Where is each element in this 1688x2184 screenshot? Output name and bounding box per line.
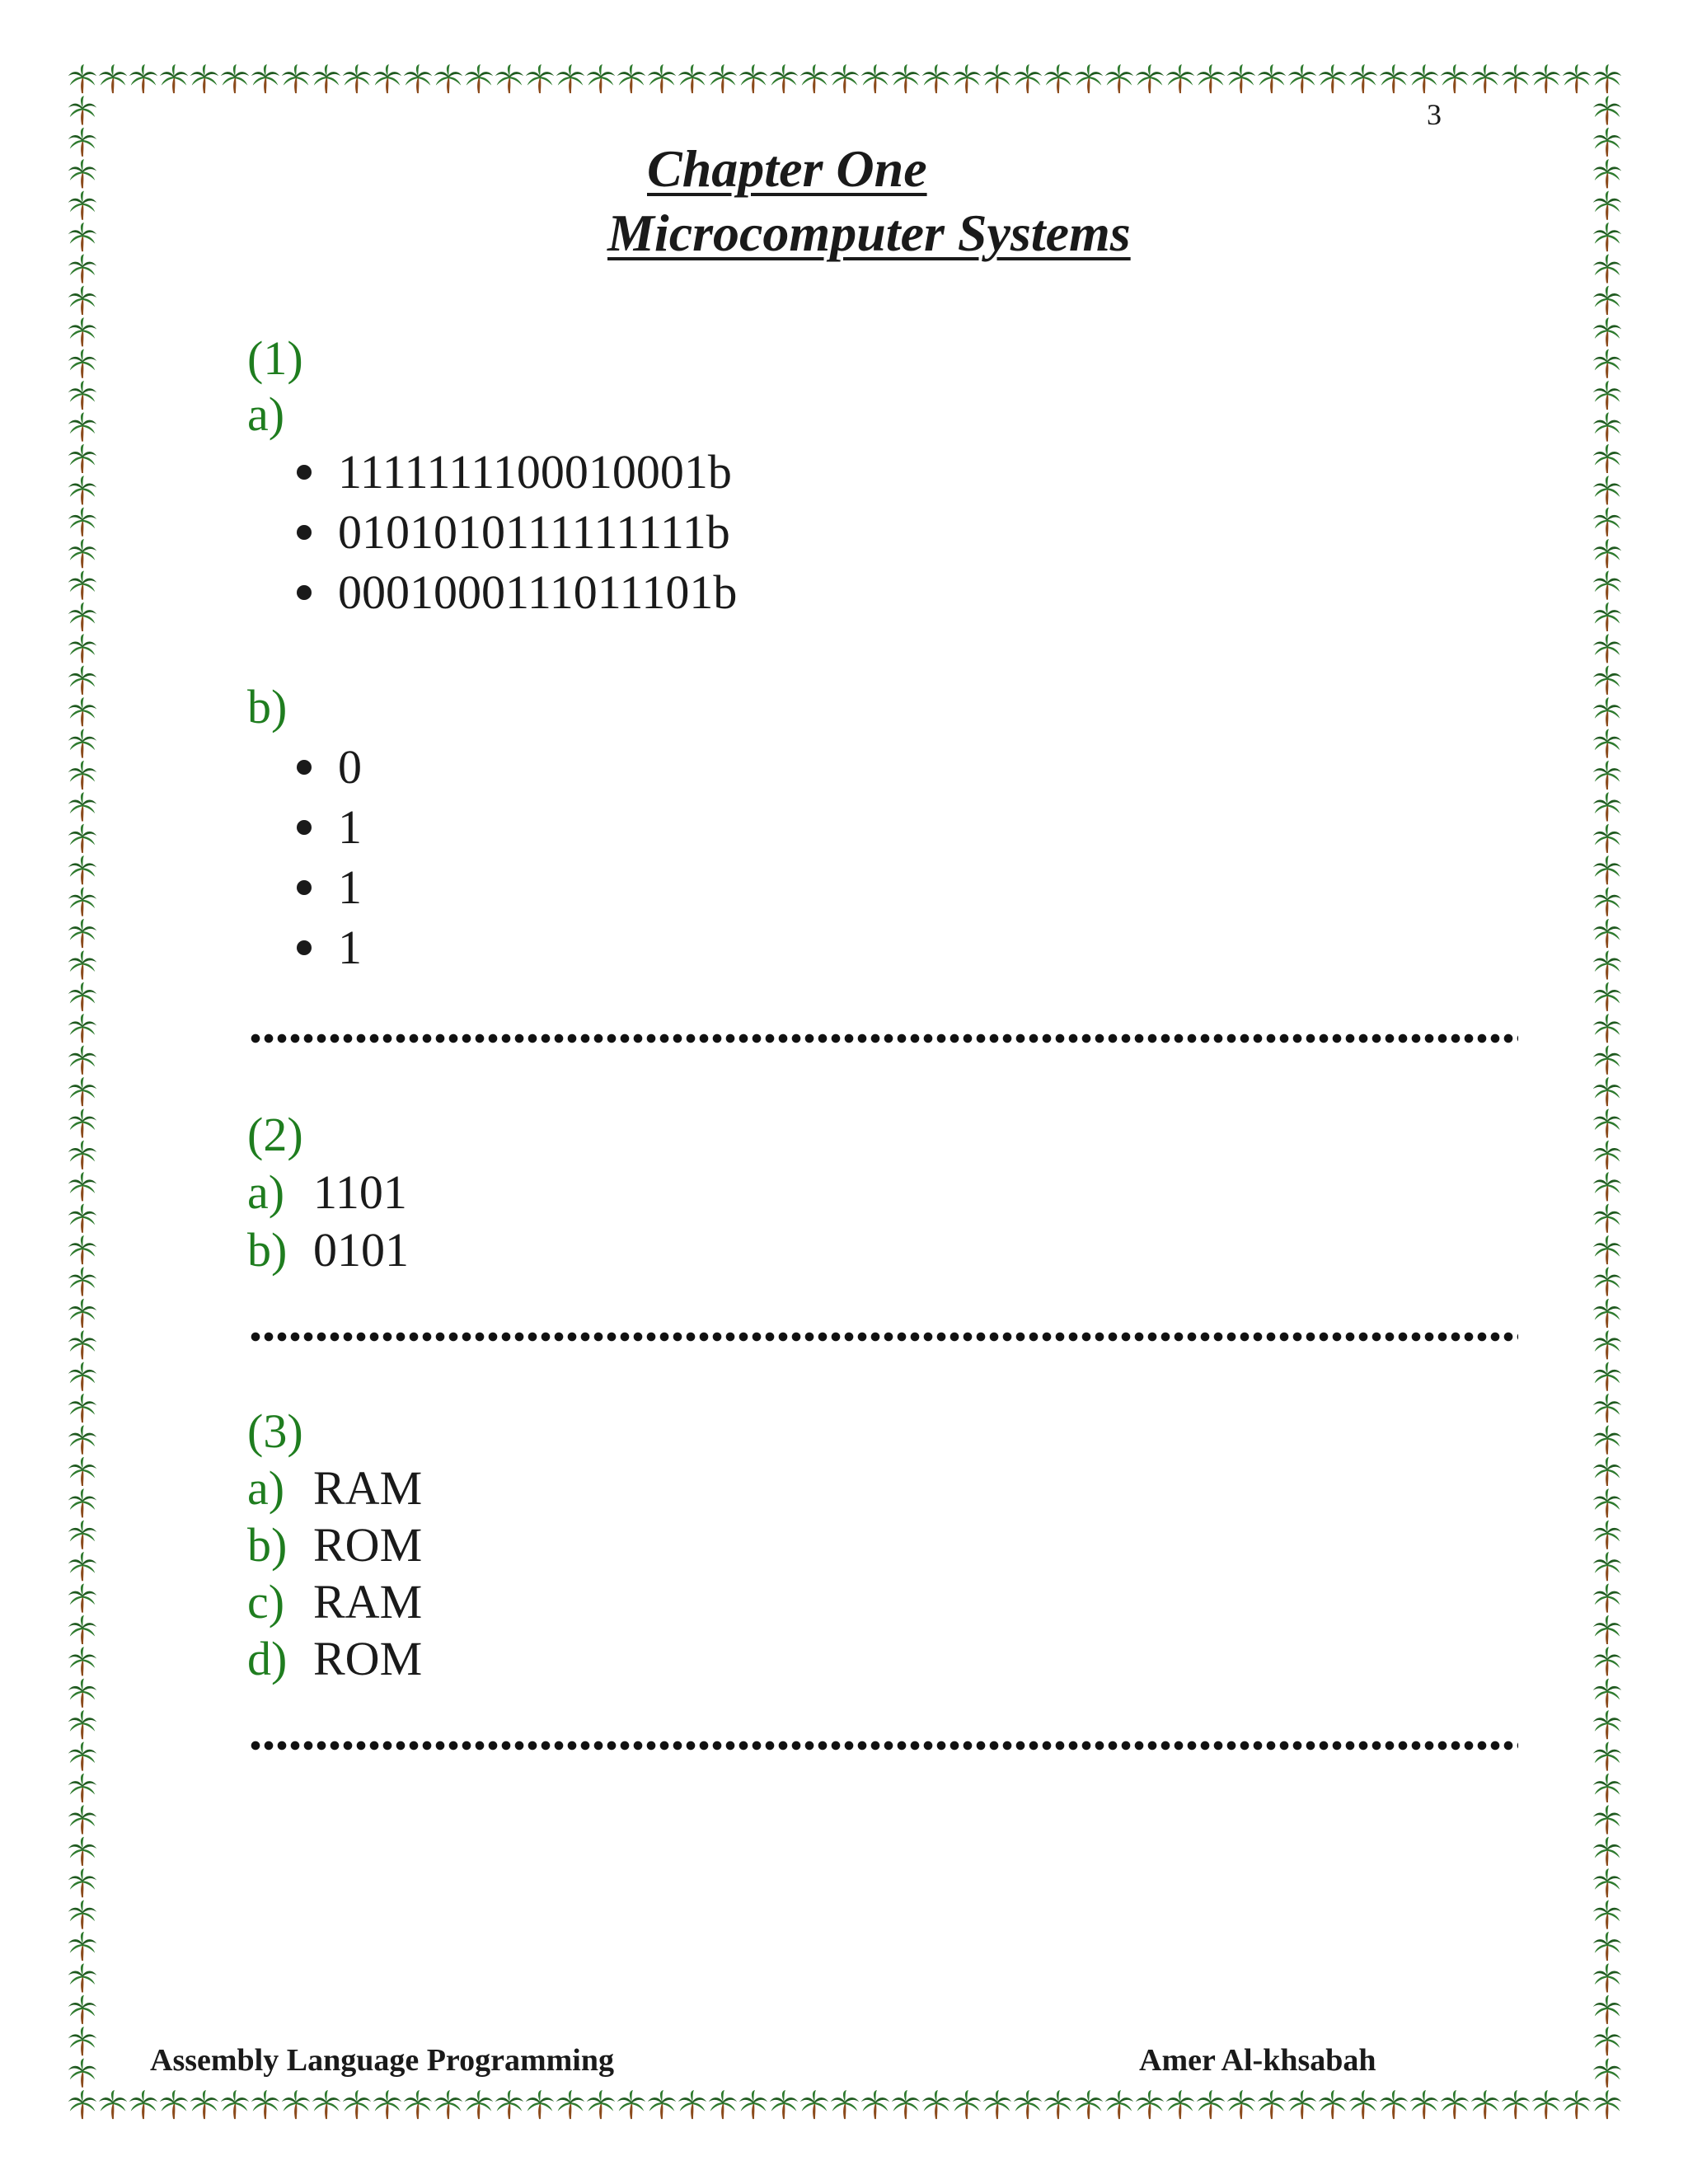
palm-tree-icon xyxy=(1319,2090,1347,2119)
palm-tree-icon xyxy=(1593,1330,1621,1359)
question-3-answer xyxy=(247,1573,422,1631)
palm-tree-icon xyxy=(1593,888,1621,916)
palm-tree-icon xyxy=(160,2090,188,2119)
palm-tree-icon xyxy=(983,2090,1011,2119)
palm-tree-icon xyxy=(1410,64,1438,93)
binary-value: 1111111100010001b xyxy=(338,445,732,499)
footer-course-title: Assembly Language Programming xyxy=(150,2043,614,2078)
question-1-part-b-label: b) xyxy=(247,680,288,733)
palm-tree-icon xyxy=(1593,634,1621,663)
bullet-icon xyxy=(297,820,312,835)
palm-tree-icon xyxy=(1593,570,1621,599)
palm-tree-icon xyxy=(1593,1995,1621,2024)
palm-tree-icon xyxy=(1227,64,1255,93)
palm-tree-icon xyxy=(68,191,96,220)
palm-tree-icon xyxy=(68,570,96,599)
palm-tree-icon xyxy=(1593,2027,1621,2055)
palm-tree-icon xyxy=(1593,1679,1621,1708)
palm-tree-icon xyxy=(1166,64,1194,93)
palm-tree-icon xyxy=(1502,2090,1530,2119)
palm-tree-icon xyxy=(68,1204,96,1233)
palm-tree-icon xyxy=(68,1521,96,1549)
palm-tree-icon xyxy=(1014,2090,1042,2119)
palm-tree-icon xyxy=(587,2090,615,2119)
palm-tree-icon xyxy=(983,64,1011,93)
palm-tree-icon xyxy=(68,1267,96,1296)
palm-tree-icon xyxy=(1044,64,1072,93)
palm-tree-icon xyxy=(68,1837,96,1866)
palm-tree-icon xyxy=(68,950,96,979)
question-2-number: (2) xyxy=(247,1108,303,1161)
palm-tree-icon xyxy=(831,64,859,93)
palm-tree-icon xyxy=(1593,254,1621,283)
palm-tree-icon xyxy=(312,64,340,93)
palm-tree-icon xyxy=(556,2090,584,2119)
palm-tree-icon xyxy=(861,64,889,93)
palm-tree-icon xyxy=(68,982,96,1011)
palm-tree-icon xyxy=(1441,2090,1469,2119)
palm-tree-icon xyxy=(373,2090,401,2119)
palm-tree-icon xyxy=(739,64,767,93)
palm-tree-icon xyxy=(68,2027,96,2055)
palm-tree-icon xyxy=(1227,2090,1255,2119)
palm-tree-icon xyxy=(1532,2090,1560,2119)
palm-tree-icon xyxy=(1593,1552,1621,1581)
palm-tree-icon xyxy=(1044,2090,1072,2119)
answer-label: b) xyxy=(247,1223,288,1277)
palm-tree-icon xyxy=(1349,2090,1377,2119)
palm-tree-icon xyxy=(68,444,96,473)
palm-tree-icon xyxy=(1593,508,1621,537)
palm-tree-icon xyxy=(68,159,96,188)
palm-tree-icon xyxy=(190,64,218,93)
bullet-icon xyxy=(297,880,312,895)
palm-tree-icon xyxy=(1593,729,1621,757)
palm-tree-icon xyxy=(221,2090,249,2119)
palm-tree-icon xyxy=(1197,2090,1225,2119)
palm-tree-icon xyxy=(68,254,96,283)
palm-tree-icon xyxy=(1593,1172,1621,1201)
palm-tree-icon xyxy=(1593,1900,1621,1929)
palm-tree-icon xyxy=(1593,476,1621,504)
palm-tree-icon xyxy=(1593,159,1621,188)
palm-tree-icon xyxy=(68,1299,96,1328)
palm-tree-icon xyxy=(68,697,96,726)
palm-tree-icon xyxy=(1471,2090,1499,2119)
palm-tree-icon xyxy=(1593,982,1621,1011)
question-1-part-a-label: a) xyxy=(247,387,285,441)
palm-tree-icon xyxy=(404,64,432,93)
palm-tree-icon xyxy=(1593,1108,1621,1137)
answer-label: b) xyxy=(247,1518,288,1572)
palm-tree-icon xyxy=(617,2090,645,2119)
palm-tree-icon xyxy=(1593,128,1621,157)
palm-tree-icon xyxy=(68,2059,96,2088)
question-1-part-b-item xyxy=(297,799,362,856)
answer-value: ROM xyxy=(313,1518,423,1572)
palm-tree-icon xyxy=(1593,286,1621,315)
palm-tree-icon xyxy=(68,1077,96,1106)
question-1-part-b-item xyxy=(297,919,362,977)
question-1-part-a-item xyxy=(297,564,737,621)
palm-tree-icon xyxy=(68,1235,96,1264)
palm-tree-icon xyxy=(1593,2059,1621,2088)
bullet-icon xyxy=(297,465,312,480)
palm-tree-icon xyxy=(1593,539,1621,568)
palm-tree-icon xyxy=(1105,2090,1133,2119)
palm-tree-icon xyxy=(68,1615,96,1644)
palm-tree-icon xyxy=(68,1552,96,1581)
palm-tree-icon xyxy=(1441,64,1469,93)
palm-tree-icon xyxy=(1593,666,1621,695)
palm-tree-icon xyxy=(678,2090,706,2119)
palm-tree-icon xyxy=(1593,96,1621,124)
palm-tree-icon xyxy=(1593,1362,1621,1391)
palm-tree-icon xyxy=(68,1425,96,1454)
palm-tree-icon xyxy=(1593,1046,1621,1075)
palm-tree-icon xyxy=(68,2090,96,2119)
question-1-part-a-item xyxy=(297,443,732,501)
palm-tree-icon xyxy=(1593,2090,1621,2119)
palm-tree-icon xyxy=(1593,444,1621,473)
palm-tree-icon xyxy=(1258,64,1286,93)
palm-tree-icon xyxy=(1593,1425,1621,1454)
palm-tree-icon xyxy=(1593,1615,1621,1644)
question-3-answer xyxy=(247,1516,422,1574)
palm-tree-icon xyxy=(1593,1837,1621,1866)
palm-tree-icon xyxy=(404,2090,432,2119)
palm-tree-icon xyxy=(1136,2090,1164,2119)
answer-label: d) xyxy=(247,1632,288,1685)
palm-tree-icon xyxy=(1563,64,1591,93)
palm-tree-icon xyxy=(68,1108,96,1137)
palm-tree-icon xyxy=(1593,1647,1621,1675)
palm-tree-icon xyxy=(1349,64,1377,93)
palm-tree-icon xyxy=(251,64,279,93)
palm-tree-icon xyxy=(68,1014,96,1043)
question-3-answer xyxy=(247,1630,422,1688)
palm-tree-icon xyxy=(770,64,798,93)
palm-tree-icon xyxy=(1288,2090,1316,2119)
palm-tree-icon xyxy=(1593,223,1621,251)
palm-tree-icon xyxy=(465,64,493,93)
bullet-icon xyxy=(297,525,312,540)
palm-tree-icon xyxy=(678,64,706,93)
palm-tree-icon xyxy=(343,64,371,93)
footer-author-name: Amer Al-khsabah xyxy=(1139,2043,1376,2078)
palm-tree-icon xyxy=(68,761,96,790)
palm-tree-icon xyxy=(68,1141,96,1169)
palm-tree-icon xyxy=(1319,64,1347,93)
dotted-separator xyxy=(249,1741,1518,1750)
palm-tree-icon xyxy=(1593,919,1621,948)
palm-tree-icon xyxy=(312,2090,340,2119)
palm-tree-icon xyxy=(1075,64,1103,93)
answer-value: ROM xyxy=(313,1632,423,1685)
palm-tree-icon xyxy=(68,128,96,157)
question-1-number: (1) xyxy=(247,331,303,385)
palm-tree-icon xyxy=(1593,1963,1621,1992)
palm-tree-icon xyxy=(617,64,645,93)
palm-tree-icon xyxy=(1593,1204,1621,1233)
palm-tree-icon xyxy=(1593,1267,1621,1296)
palm-tree-icon xyxy=(282,64,310,93)
palm-tree-icon xyxy=(892,64,920,93)
palm-tree-icon xyxy=(1593,1932,1621,1961)
palm-tree-icon xyxy=(1593,1741,1621,1770)
palm-tree-icon xyxy=(556,64,584,93)
palm-tree-icon xyxy=(1593,349,1621,378)
palm-tree-icon xyxy=(1593,761,1621,790)
bullet-icon xyxy=(297,760,312,775)
answer-value: 1101 xyxy=(313,1165,407,1219)
palm-tree-icon xyxy=(1593,1014,1621,1043)
answer-value: 0101 xyxy=(313,1223,409,1277)
palm-tree-icon xyxy=(1105,64,1133,93)
palm-tree-icon xyxy=(68,1963,96,1992)
binary-value: 0101010111111111b xyxy=(338,505,730,559)
palm-tree-icon xyxy=(1593,412,1621,441)
palm-tree-icon xyxy=(1380,2090,1408,2119)
palm-tree-icon xyxy=(1380,64,1408,93)
palm-tree-icon xyxy=(68,1741,96,1770)
question-1-part-b-item xyxy=(297,859,362,916)
palm-tree-icon xyxy=(1014,64,1042,93)
palm-tree-icon xyxy=(709,64,737,93)
palm-tree-icon xyxy=(68,1679,96,1708)
palm-tree-icon xyxy=(68,476,96,504)
palm-tree-icon xyxy=(495,2090,523,2119)
palm-tree-icon xyxy=(434,2090,462,2119)
bit-value: 1 xyxy=(338,800,362,854)
bullet-icon xyxy=(297,940,312,955)
bullet-icon xyxy=(297,585,312,600)
palm-tree-icon xyxy=(68,1046,96,1075)
palm-tree-icon xyxy=(1593,1521,1621,1549)
palm-tree-icon xyxy=(160,64,188,93)
question-1-part-b-item xyxy=(297,738,362,796)
palm-tree-icon xyxy=(68,855,96,884)
palm-tree-icon xyxy=(221,64,249,93)
palm-tree-icon xyxy=(68,1900,96,1929)
palm-tree-icon xyxy=(373,64,401,93)
palm-tree-icon xyxy=(526,2090,554,2119)
palm-tree-icon xyxy=(1593,1299,1621,1328)
palm-tree-icon xyxy=(129,2090,157,2119)
palm-tree-icon xyxy=(739,2090,767,2119)
palm-tree-icon xyxy=(1563,2090,1591,2119)
palm-tree-icon xyxy=(68,1172,96,1201)
palm-tree-icon xyxy=(129,64,157,93)
palm-tree-icon xyxy=(770,2090,798,2119)
binary-value: 0001000111011101b xyxy=(338,565,738,619)
palm-tree-icon xyxy=(1593,1710,1621,1739)
palm-tree-icon xyxy=(68,412,96,441)
palm-tree-icon xyxy=(68,1868,96,1897)
palm-tree-icon xyxy=(68,1805,96,1834)
answer-value: RAM xyxy=(313,1461,423,1515)
palm-tree-icon xyxy=(1593,1141,1621,1169)
chapter-title: Chapter One xyxy=(647,139,927,198)
palm-tree-icon xyxy=(68,1774,96,1802)
palm-tree-icon xyxy=(1593,1868,1621,1897)
palm-tree-icon xyxy=(68,1995,96,2024)
palm-tree-icon xyxy=(495,64,523,93)
palm-tree-icon xyxy=(709,2090,737,2119)
palm-tree-icon xyxy=(68,1583,96,1612)
palm-tree-icon xyxy=(922,2090,950,2119)
palm-tree-icon xyxy=(68,1330,96,1359)
palm-tree-icon xyxy=(1593,1488,1621,1517)
palm-tree-icon xyxy=(68,1932,96,1961)
palm-tree-icon xyxy=(1471,64,1499,93)
answer-label: a) xyxy=(247,1165,285,1219)
palm-tree-icon xyxy=(892,2090,920,2119)
palm-tree-icon xyxy=(1593,792,1621,821)
palm-tree-icon xyxy=(68,1362,96,1391)
palm-tree-icon xyxy=(251,2090,279,2119)
palm-tree-icon xyxy=(1532,64,1560,93)
question-3-answer xyxy=(247,1460,422,1517)
palm-tree-icon xyxy=(1593,1583,1621,1612)
palm-tree-icon xyxy=(1593,1077,1621,1106)
palm-tree-icon xyxy=(1593,1457,1621,1486)
palm-tree-icon xyxy=(831,2090,859,2119)
palm-tree-icon xyxy=(1136,64,1164,93)
palm-tree-icon xyxy=(1593,855,1621,884)
palm-tree-icon xyxy=(68,223,96,251)
bit-value: 1 xyxy=(338,860,362,914)
palm-tree-icon xyxy=(1593,824,1621,853)
palm-tree-icon xyxy=(68,919,96,948)
question-1-part-a-item xyxy=(297,504,730,561)
palm-tree-icon xyxy=(68,888,96,916)
dotted-separator xyxy=(249,1033,1518,1043)
page-number: 3 xyxy=(1427,98,1442,131)
palm-tree-icon xyxy=(68,792,96,821)
palm-tree-icon xyxy=(68,349,96,378)
palm-tree-icon xyxy=(1593,381,1621,410)
palm-tree-icon xyxy=(1593,1235,1621,1264)
bit-value: 1 xyxy=(338,921,362,974)
palm-tree-icon xyxy=(68,824,96,853)
palm-tree-icon xyxy=(953,2090,981,2119)
question-3-number: (3) xyxy=(247,1404,303,1458)
question-2-answer xyxy=(247,1221,409,1279)
palm-tree-icon xyxy=(68,508,96,537)
palm-tree-icon xyxy=(587,64,615,93)
palm-tree-icon xyxy=(282,2090,310,2119)
palm-tree-icon xyxy=(1593,64,1621,93)
bit-value: 0 xyxy=(338,740,362,794)
dotted-separator xyxy=(249,1332,1518,1342)
palm-tree-icon xyxy=(1593,697,1621,726)
palm-tree-icon xyxy=(68,634,96,663)
palm-tree-icon xyxy=(800,64,828,93)
palm-tree-icon xyxy=(68,539,96,568)
palm-tree-icon xyxy=(1593,317,1621,346)
question-2-answer xyxy=(247,1164,407,1221)
palm-tree-icon xyxy=(1593,950,1621,979)
palm-tree-icon xyxy=(465,2090,493,2119)
palm-tree-icon xyxy=(68,96,96,124)
palm-tree-icon xyxy=(1593,191,1621,220)
palm-tree-icon xyxy=(1593,602,1621,631)
palm-tree-icon xyxy=(68,1394,96,1422)
palm-tree-icon xyxy=(68,1488,96,1517)
palm-tree-icon xyxy=(861,2090,889,2119)
palm-tree-icon xyxy=(1502,64,1530,93)
palm-tree-icon xyxy=(434,64,462,93)
palm-tree-icon xyxy=(68,729,96,757)
palm-tree-icon xyxy=(1410,2090,1438,2119)
palm-tree-icon xyxy=(68,1647,96,1675)
answer-label: a) xyxy=(247,1461,285,1515)
palm-tree-icon xyxy=(1075,2090,1103,2119)
palm-tree-icon xyxy=(648,64,676,93)
palm-tree-icon xyxy=(68,64,96,93)
palm-tree-icon xyxy=(99,64,127,93)
palm-tree-icon xyxy=(68,602,96,631)
palm-tree-icon xyxy=(1593,1394,1621,1422)
palm-tree-icon xyxy=(68,666,96,695)
palm-tree-icon xyxy=(1288,64,1316,93)
palm-tree-icon xyxy=(800,2090,828,2119)
palm-tree-icon xyxy=(68,381,96,410)
palm-tree-icon xyxy=(526,64,554,93)
palm-tree-icon xyxy=(68,1457,96,1486)
palm-tree-icon xyxy=(1593,1774,1621,1802)
palm-tree-icon xyxy=(190,2090,218,2119)
palm-tree-icon xyxy=(68,1710,96,1739)
palm-tree-icon xyxy=(343,2090,371,2119)
palm-tree-icon xyxy=(68,317,96,346)
palm-tree-icon xyxy=(1197,64,1225,93)
palm-tree-icon xyxy=(99,2090,127,2119)
palm-tree-icon xyxy=(953,64,981,93)
palm-tree-icon xyxy=(1166,2090,1194,2119)
palm-tree-icon xyxy=(1593,1805,1621,1834)
palm-tree-icon xyxy=(1258,2090,1286,2119)
answer-label: c) xyxy=(247,1575,285,1629)
palm-tree-icon xyxy=(922,64,950,93)
palm-tree-icon xyxy=(648,2090,676,2119)
answer-value: RAM xyxy=(313,1575,423,1629)
palm-tree-icon xyxy=(68,286,96,315)
chapter-subject-title: Microcomputer Systems xyxy=(607,204,1131,262)
